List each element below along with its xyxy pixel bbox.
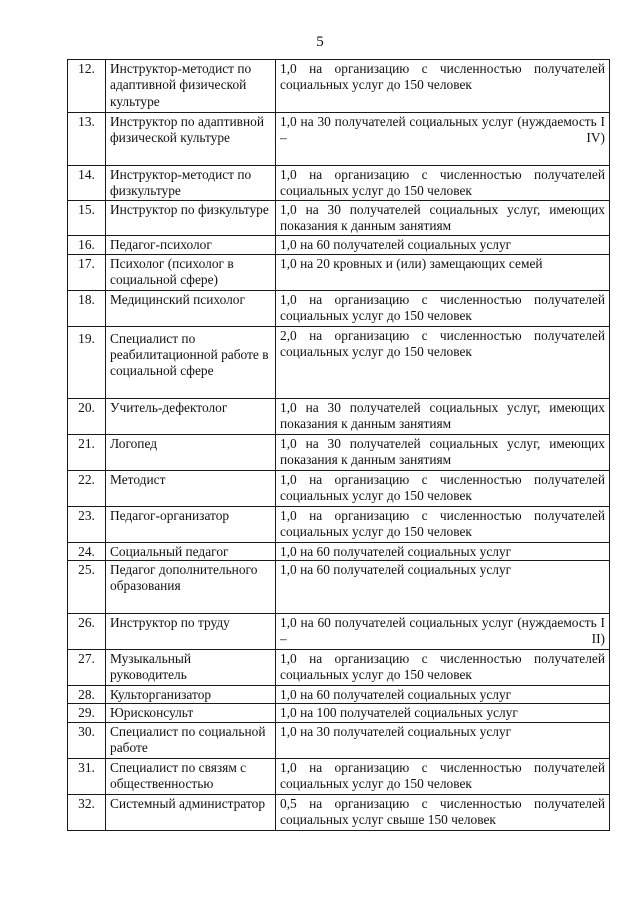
row-number: 31.	[68, 758, 106, 794]
table-row	[68, 470, 610, 506]
position-title: Специалист по связям с общественностью	[106, 758, 276, 794]
row-number: 22.	[68, 470, 106, 506]
table-row	[68, 235, 610, 254]
row-number: 23.	[68, 506, 106, 542]
row-number: 24.	[68, 542, 106, 560]
table-row	[68, 758, 610, 794]
staffing-norm: 1,0 на организацию с численностью получателей социальных услуг до 150 человек	[276, 166, 610, 201]
row-number: 16.	[68, 235, 106, 254]
row-number: 26.	[68, 614, 106, 650]
position-title: Инструктор по физкультуре	[106, 200, 276, 235]
position-title: Логопед	[106, 434, 276, 470]
staffing-norm: 1,0 на 60 получателей социальных услуг	[276, 542, 610, 560]
staffing-norm: 1,0 на 100 получателей социальных услуг	[276, 704, 610, 722]
position-title: Медицинский психолог	[106, 290, 276, 326]
table-row	[68, 686, 610, 704]
position-title: Юрисконсульт	[106, 704, 276, 722]
table-row	[68, 704, 610, 722]
table-row	[68, 113, 610, 166]
row-number: 29.	[68, 704, 106, 722]
staffing-norm: 1,0 на 30 получателей социальных услуг	[276, 722, 610, 758]
table-row	[68, 326, 610, 398]
table-row	[68, 434, 610, 470]
row-number: 15.	[68, 200, 106, 235]
table-row	[68, 166, 610, 201]
table-row	[68, 722, 610, 758]
position-title: Методист	[106, 470, 276, 506]
staffing-norm: 1,0 на организацию с численностью получателей социальных услуг до 150 человек	[276, 650, 610, 686]
position-title: Педагог-психолог	[106, 235, 276, 254]
position-title: Педагог-организатор	[106, 506, 276, 542]
position-title: Инструктор по адаптивной физической культуре	[106, 113, 276, 166]
table-row	[68, 200, 610, 235]
row-number: 18.	[68, 290, 106, 326]
position-title: Педагог дополнительного образования	[106, 561, 276, 614]
staffing-norm: 1,0 на 30 получателей социальных услуг, имеющих показания к данным занятиям	[276, 398, 610, 434]
row-number: 28.	[68, 686, 106, 704]
row-number: 30.	[68, 722, 106, 758]
table-row	[68, 561, 610, 614]
staffing-table	[67, 59, 610, 831]
staffing-norm: 1,0 на 30 получателей социальных услуг, имеющих показания к данным занятиям	[276, 434, 610, 470]
staffing-norm: 1,0 на организацию с численностью получателей социальных услуг до 150 человек	[276, 470, 610, 506]
table-row	[68, 794, 610, 830]
row-number: 25.	[68, 561, 106, 614]
position-title: Социальный педагог	[106, 542, 276, 560]
staffing-norm: 1,0 на 20 кровных и (или) замещающих семей	[276, 254, 610, 290]
row-number: 14.	[68, 166, 106, 201]
position-title: Культорганизатор	[106, 686, 276, 704]
row-number: 12.	[68, 60, 106, 113]
table-row	[68, 254, 610, 290]
table-row	[68, 542, 610, 560]
staffing-norm: 1,0 на организацию с численностью получателей социальных услуг до 150 человек	[276, 290, 610, 326]
row-number: 17.	[68, 254, 106, 290]
position-title: Учитель-дефектолог	[106, 398, 276, 434]
position-title: Инструктор-методист по физкультуре	[106, 166, 276, 201]
row-number: 13.	[68, 113, 106, 166]
row-number: 21.	[68, 434, 106, 470]
position-title: Специалист по реабилитационной работе в социальной сфере	[106, 326, 276, 398]
staffing-norm: 1,0 на 60 получателей социальных услуг (нуждаемость I – II)	[276, 614, 610, 650]
position-title: Системный администратор	[106, 794, 276, 830]
staffing-norm: 1,0 на 30 получателей социальных услуг, имеющих показания к данным занятиям	[276, 200, 610, 235]
staffing-norm: 1,0 на 60 получателей социальных услуг	[276, 561, 610, 614]
table-row	[68, 650, 610, 686]
staffing-norm: 2,0 на организацию с численностью получателей социальных услуг до 150 человек	[276, 326, 610, 398]
staffing-norm: 0,5 на организацию с численностью получателей социальных услуг свыше 150 человек	[276, 794, 610, 830]
staffing-norm: 1,0 на организацию с численностью получателей социальных услуг до 150 человек	[276, 758, 610, 794]
staffing-norm: 1,0 на организацию с численностью получателей социальных услуг до 150 человек	[276, 60, 610, 113]
row-number: 32.	[68, 794, 106, 830]
row-number: 19.	[68, 326, 106, 398]
staffing-norm: 1,0 на 30 получателей социальных услуг (нуждаемость I – IV)	[276, 113, 610, 166]
staffing-norm: 1,0 на 60 получателей социальных услуг	[276, 686, 610, 704]
table-row	[68, 614, 610, 650]
position-title: Инструктор-методист по адаптивной физической культуре	[106, 60, 276, 113]
table-row	[68, 398, 610, 434]
table-row	[68, 60, 610, 113]
position-title: Музыкальный руководитель	[106, 650, 276, 686]
position-title: Психолог (психолог в социальной сфере)	[106, 254, 276, 290]
page-number: 5	[316, 34, 324, 50]
row-number: 20.	[68, 398, 106, 434]
table-row	[68, 290, 610, 326]
staffing-norm: 1,0 на 60 получателей социальных услуг	[276, 235, 610, 254]
position-title: Инструктор по труду	[106, 614, 276, 650]
table-row	[68, 506, 610, 542]
staffing-norm: 1,0 на организацию с численностью получателей социальных услуг до 150 человек	[276, 506, 610, 542]
row-number: 27.	[68, 650, 106, 686]
position-title: Специалист по социальной работе	[106, 722, 276, 758]
